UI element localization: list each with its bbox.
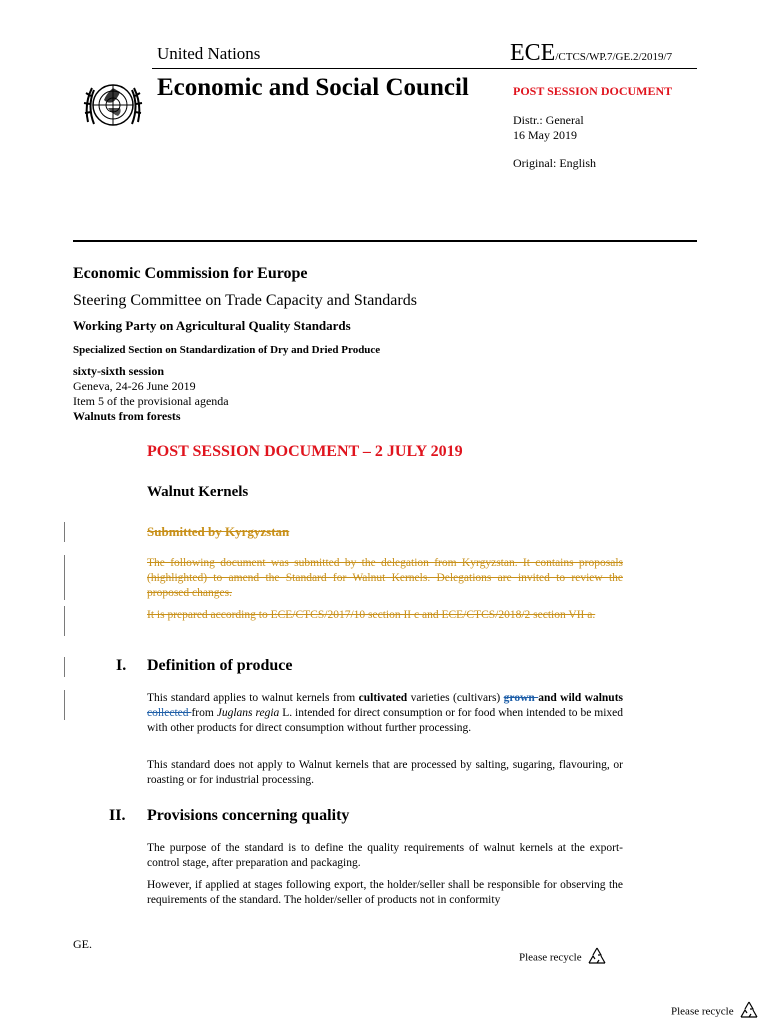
section-2-paragraph-2: However, if applied at stages following export, the holder/seller shall be responsible for observing the requirements of the standard. The holder/seller of products not in conformity bbox=[147, 879, 623, 906]
section-1-paragraph-2: This standard does not apply to Walnut kernels that are processed by salting, sugaring, flavouring, or roasting or for industrial processing. bbox=[147, 759, 623, 786]
org-name: United Nations bbox=[157, 44, 261, 63]
agenda-item: Item 5 of the provisional agenda bbox=[73, 394, 229, 408]
specialized-section-heading: Specialized Section on Standardization of Dry and Dried Produce bbox=[73, 344, 381, 356]
original-language: Original: English bbox=[513, 156, 596, 170]
text-run: from bbox=[191, 707, 217, 719]
text-run: This standard applies to walnut kernels from bbox=[147, 692, 359, 704]
change-bar bbox=[64, 522, 65, 542]
doc-date: 16 May 2019 bbox=[513, 128, 577, 142]
working-party-heading: Working Party on Agricultural Quality Standards bbox=[73, 318, 351, 333]
symbol-suffix: /CTCS/WP.7/GE.2/2019/7 bbox=[555, 51, 673, 63]
section-1-paragraph-1 bbox=[147, 691, 623, 736]
section-2-title: Provisions concerning quality bbox=[147, 807, 350, 824]
recycle-icon bbox=[586, 946, 608, 968]
inserted-cultivated: cultivated bbox=[358, 692, 408, 704]
session-name: sixty-sixth session bbox=[73, 364, 165, 378]
session-location-date: Geneva, 24-26 June 2019 bbox=[73, 379, 196, 393]
text-run: L. intended for direct consumption or for food when intended to be mixed with other products for direct consumption without further processing. bbox=[147, 707, 624, 734]
distribution-meta bbox=[513, 113, 596, 171]
section-rule bbox=[73, 240, 697, 242]
recycle-icon bbox=[738, 1000, 760, 1022]
deleted-grown: grown bbox=[503, 692, 539, 704]
recycle-text: Please recycle bbox=[671, 1005, 734, 1018]
document-symbol bbox=[510, 40, 672, 67]
council-name: Economic and Social Council bbox=[157, 74, 469, 101]
section-2-paragraph-1: The purpose of the standard is to define the quality requirements of walnut kernels at the export-control stage, after preparation and packaging. bbox=[147, 842, 623, 869]
change-bar bbox=[64, 690, 65, 720]
inserted-and: and bbox=[538, 692, 557, 704]
change-bar bbox=[64, 657, 65, 677]
intro-paragraph-1: The following document was submitted by the delegation from Kyrgyzstan. It contains proposals (highlighted) to amend the Standard for Walnut Kernels. Delegations are invited to review the proposed changes. bbox=[147, 557, 623, 599]
deleted-collected: collected bbox=[147, 707, 192, 719]
symbol-main: ECE bbox=[510, 40, 556, 66]
commission-heading: Economic Commission for Europe bbox=[73, 265, 308, 282]
agenda-topic: Walnuts from forests bbox=[73, 409, 181, 423]
recycle-notice bbox=[519, 946, 608, 968]
header-rule bbox=[152, 68, 697, 69]
inserted-wild-walnuts: wild walnuts bbox=[560, 692, 624, 704]
change-bar bbox=[64, 606, 65, 636]
distr: Distr.: General bbox=[513, 113, 584, 127]
steering-committee-heading: Steering Committee on Trade Capacity and Standards bbox=[73, 292, 417, 309]
un-emblem-icon bbox=[78, 74, 148, 136]
change-bar bbox=[64, 555, 65, 600]
recycle-notice-2 bbox=[671, 1000, 760, 1022]
section-1-number: I. bbox=[116, 657, 127, 674]
submitted-by: Submitted by Kyrgyzstan bbox=[147, 524, 290, 539]
section-1-title: Definition of produce bbox=[147, 657, 293, 674]
ge-number: GE. bbox=[73, 937, 92, 951]
session-info bbox=[73, 364, 229, 424]
text-run: varieties (cultivars) bbox=[407, 692, 504, 704]
section-2-number: II. bbox=[109, 807, 126, 824]
recycle-text: Please recycle bbox=[519, 951, 582, 964]
document-title: Walnut Kernels bbox=[147, 484, 249, 500]
post-session-label: POST SESSION DOCUMENT bbox=[513, 84, 673, 98]
species-name: Juglans regia bbox=[216, 707, 280, 719]
intro-paragraph-2: It is prepared according to ECE/CTCS/2017/10 section II c and ECE/CTCS/2018/2 section VII a. bbox=[147, 609, 596, 621]
post-session-title: POST SESSION DOCUMENT – 2 JULY 2019 bbox=[147, 443, 463, 460]
